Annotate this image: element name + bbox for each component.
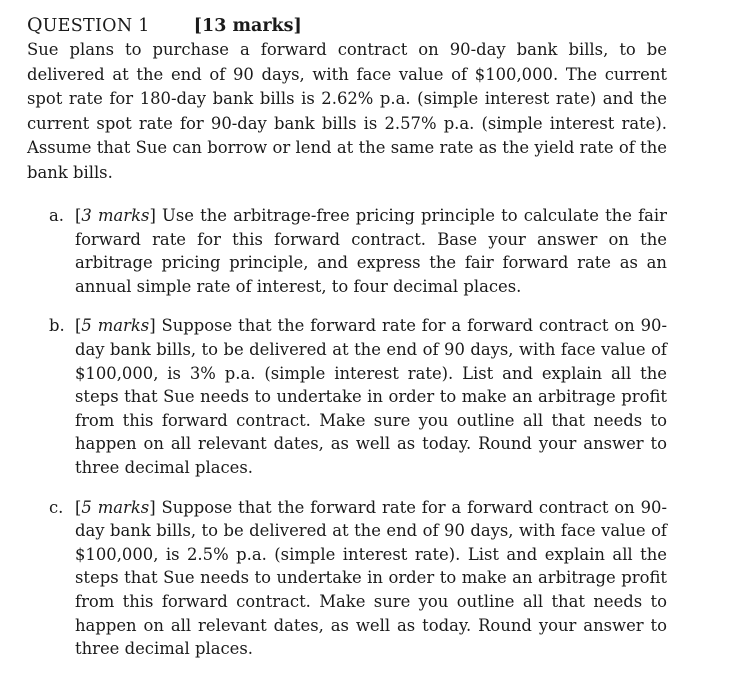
part-b-label: b. xyxy=(49,316,65,336)
part-a-text: Use the arbitrage-free pricing principle to calculate the fair forward rate for this forward contract. Base your answer on the arbitrage pricing principle, and express the fair forward rate as an annual simple rate of interest, to four decimal places. xyxy=(75,206,667,296)
part-c-bracket-open: [ xyxy=(75,497,82,517)
question-page xyxy=(27,12,667,677)
part-a-label: a. xyxy=(49,206,64,225)
part-b-bracket-close: ] xyxy=(149,316,156,336)
question-marks: [13 marks] xyxy=(193,16,302,36)
part-c xyxy=(27,496,667,661)
question-intro: Sue plans to purchase a forward contract on 90-day bank bills, to be delivered at the end of 90 days, with face value of $100,000. The current spot rate for 180-day bank bills is 2.62% p.a. (simple interest rate) and the current spot rate for 90-day bank bills is 2.57% p.a. (simple interest rate). Assume that Sue can borrow or lend at the same rate as the yield rate of the bank bills. xyxy=(27,40,667,182)
question-heading xyxy=(27,12,667,38)
part-c-text: Suppose that the forward rate for a forward contract on 90-day bank bills, to be delivered at the end of 90 days, with face value of $100,000, is 2.5% p.a. (simple interest rate). List and explain all the steps that Sue needs to undertake in order to make an arbitrage profit from this forward contract. Make sure you outline all that needs to happen on all relevant dates, as well as today. Round your answer to three decimal places. xyxy=(75,497,667,659)
part-b-marks: 5 marks xyxy=(81,316,150,336)
part-b-text: Suppose that the forward rate for a forward contract on 90-day bank bills, to be delivered at the end of 90 days, with face value of $100,000, is 3% p.a. (simple interest rate). List and explain all the steps that Sue needs to undertake in order to make an arbitrage profit from this forward contract. Make sure you outline all that needs to happen on all relevant dates, as well as today. Round your answer to three decimal places. xyxy=(75,316,667,477)
part-a-bracket-close: ] xyxy=(149,206,156,225)
question-parts xyxy=(27,204,667,661)
part-a xyxy=(27,204,667,298)
part-a-marks: 3 marks xyxy=(81,206,150,225)
part-c-label: c. xyxy=(49,497,64,517)
part-c-marks: 5 marks xyxy=(81,497,150,517)
question-title-initial: Q xyxy=(27,14,43,36)
part-c-bracket-close: ] xyxy=(149,497,156,517)
part-a-bracket-open: [ xyxy=(75,206,82,225)
question-title-rest: UESTION 1 xyxy=(42,16,150,36)
part-b xyxy=(27,314,667,479)
part-b-bracket-open: [ xyxy=(75,316,82,336)
